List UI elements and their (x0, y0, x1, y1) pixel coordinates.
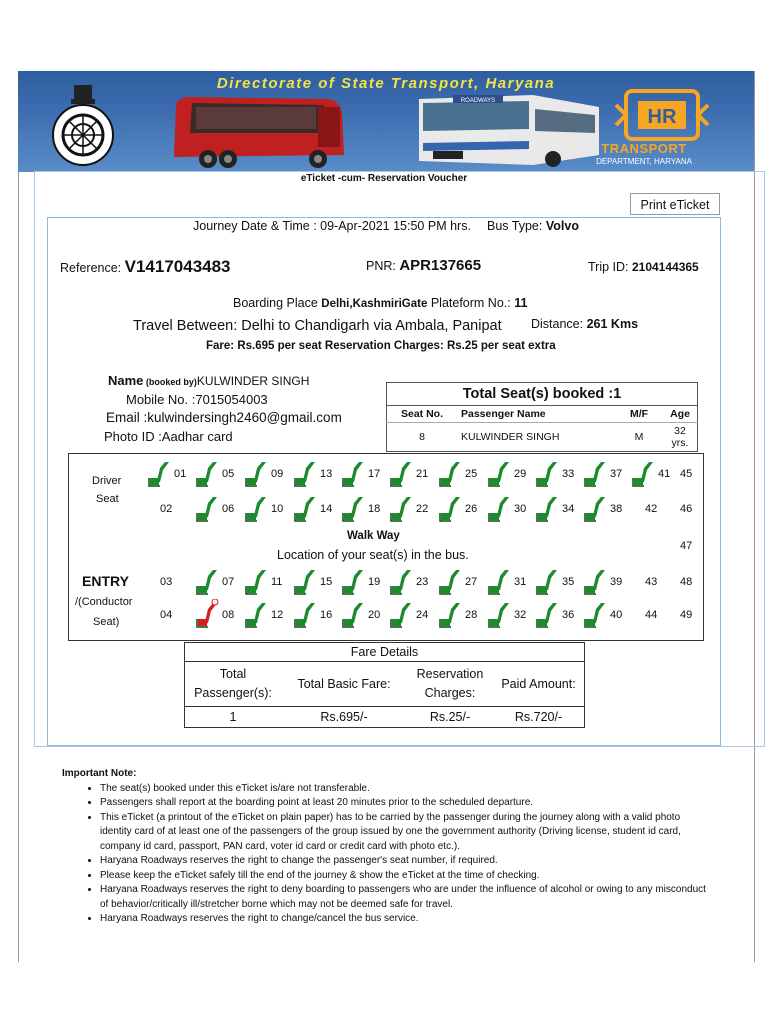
seat-number: 39 (610, 576, 623, 588)
passenger-name: Name (booked by)KULWINDER SINGH (108, 373, 310, 388)
trip-id: Trip ID: 2104144365 (588, 260, 699, 274)
seat-icon (244, 566, 270, 596)
seat-number: 12 (271, 609, 284, 621)
seat-number: 34 (562, 503, 575, 515)
seat-number: 49 (680, 609, 693, 621)
notes-list (62, 782, 712, 927)
seat-icon (195, 566, 221, 596)
seat-icon (535, 493, 561, 523)
seat-icon (583, 458, 609, 488)
seat-number: 30 (514, 503, 527, 515)
seat-number: 17 (368, 468, 381, 480)
table-row: 8 KULWINDER SINGH M 32 yrs. (419, 425, 689, 449)
seat-number: 46 (680, 503, 693, 515)
walkway-label: Walk Way (347, 530, 400, 542)
seat-icon (487, 566, 513, 596)
seats-booked-title: Total Seat(s) booked :1 (387, 383, 698, 406)
driver-seat-label: Seat (96, 493, 119, 505)
seat-icon (341, 493, 367, 523)
conductor-label: /(Conductor (75, 596, 133, 608)
note-item: • Haryana Roadways reserves the right to change/cancel the bus service. (100, 912, 712, 927)
seat-icon (244, 599, 270, 629)
roadways-bus-icon (413, 93, 603, 171)
seat-number: 18 (368, 503, 381, 515)
seat-icon (341, 599, 367, 629)
seat-number: 47 (680, 540, 693, 552)
seat-layout-panel (68, 453, 704, 641)
seat-number: 14 (320, 503, 333, 515)
note-item: • Please keep the eTicket safely till the end of the journey & show the eTicket at the time of checking. (100, 869, 712, 884)
seat-location-note: Location of your seat(s) in the bus. (277, 548, 469, 562)
seat-number: 11 (271, 576, 283, 588)
col-reservation-charges: Reservation Charges: (416, 667, 484, 700)
seat-icon (535, 458, 561, 488)
seat-number: 16 (320, 609, 333, 621)
seat-icon (487, 458, 513, 488)
seat-number: 01 (174, 468, 187, 480)
seat-number: 37 (610, 468, 623, 480)
seat-number: 20 (368, 609, 381, 621)
note-item: • The seat(s) booked under this eTicket is/are not transferable. (100, 782, 712, 797)
seat-icon (487, 493, 513, 523)
seat-icon (438, 458, 464, 488)
seat-number: 27 (465, 576, 478, 588)
logo-text-transport: TRANSPORT (601, 141, 687, 156)
booked-seat-icon (195, 599, 221, 629)
seat-icon (438, 599, 464, 629)
seat-icon (195, 493, 221, 523)
seat-icon (487, 599, 513, 629)
seat-number: 21 (416, 468, 429, 480)
note-item: • Haryana Roadways reserves the right to change the passenger's seat number, if required. (100, 854, 712, 869)
seat-number: 02 (160, 503, 173, 515)
seat-number: 45 (680, 468, 693, 480)
seat-number: 15 (320, 576, 333, 588)
seat-icon (438, 493, 464, 523)
col-age: Age (670, 408, 690, 420)
seat-icon (341, 566, 367, 596)
seat-number: 33 (562, 468, 575, 480)
seat-number: 38 (610, 503, 623, 515)
distance: Distance: 261 Kms (531, 317, 639, 331)
col-passenger-name: Passenger Name (461, 408, 546, 420)
col-paid-amount: Paid Amount: (501, 677, 576, 691)
seat-icon (244, 493, 270, 523)
seat-number: 36 (562, 609, 575, 621)
passenger-mobile: Mobile No. :7015054003 (126, 392, 268, 407)
seat-number: 48 (680, 576, 693, 588)
seat-icon (389, 458, 415, 488)
seat-number: 10 (271, 503, 284, 515)
seat-icon (389, 493, 415, 523)
svg-text:ROADWAYS: ROADWAYS (460, 98, 496, 104)
bus-type: Bus Type: Volvo (487, 219, 579, 233)
col-seat-no: Seat No. (400, 408, 443, 420)
seat-icon (631, 458, 657, 488)
seat-icon (195, 458, 221, 488)
haryana-emblem-icon (44, 83, 122, 169)
seat-number: 29 (514, 468, 527, 480)
col-gender: M/F (629, 408, 649, 420)
journey-datetime: Journey Date & Time : 09-Apr-2021 15:50 PM hrs. (193, 219, 471, 233)
seat-number: 41 (658, 468, 671, 480)
conductor-seat-label: Seat) (93, 616, 120, 628)
seat-number: 32 (514, 609, 527, 621)
voucher-title: eTicket -cum- Reservation Voucher (300, 173, 468, 184)
seat-number: 13 (320, 468, 333, 480)
boarding-place: Boarding Place Delhi,KashmiriGate Plateform No.: 11 (233, 296, 528, 310)
svg-text:HR: HR (647, 106, 677, 128)
seat-icon (389, 566, 415, 596)
seat-number: 43 (645, 576, 658, 588)
seat-icon (244, 458, 270, 488)
seat-number: 07 (222, 576, 235, 588)
route: Travel Between: Delhi to Chandigarh via Ambala, Panipat (133, 318, 502, 334)
seat-icon (389, 599, 415, 629)
notes-title: Important Note: (62, 768, 137, 779)
seat-icon (341, 458, 367, 488)
seat-number: 26 (465, 503, 478, 515)
pnr: PNR: APR137665 (366, 257, 482, 274)
seat-number: 19 (368, 576, 381, 588)
seat-icon (293, 493, 319, 523)
seat-number: 23 (416, 576, 429, 588)
seat-icon (438, 566, 464, 596)
seat-number: 06 (222, 503, 235, 515)
seat-number: 25 (465, 468, 478, 480)
seat-icon (535, 566, 561, 596)
seat-icon (583, 599, 609, 629)
seat-number: 03 (160, 576, 173, 588)
passenger-photo-id: Photo ID :Aadhar card (104, 429, 233, 444)
col-total-basic-fare: Total Basic Fare: (297, 677, 391, 691)
seat-icon (583, 493, 609, 523)
seat-icon (293, 599, 319, 629)
seat-number: 22 (416, 503, 429, 515)
seats-booked-table (386, 382, 698, 452)
seat-number: 40 (610, 609, 623, 621)
header-banner (18, 71, 754, 172)
note-item: • Passengers shall report at the boarding point at least 20 minutes prior to the scheduled departure. (100, 796, 712, 811)
fare-line: Fare: Rs.695 per seat Reservation Charges: Rs.25 per seat extra (206, 340, 556, 352)
seat-icon (535, 599, 561, 629)
seat-number: 44 (645, 609, 658, 621)
seat-number: 24 (416, 609, 429, 621)
entry-label: ENTRY (82, 573, 129, 589)
fare-details-title: Fare Details (185, 643, 585, 662)
seat-number: 28 (465, 609, 478, 621)
seat-number: 35 (562, 576, 575, 588)
red-bus-icon (168, 93, 348, 171)
header-title: Directorate of State Transport, Haryana (216, 75, 556, 92)
important-notes (62, 767, 712, 927)
driver-label: Driver (92, 475, 122, 487)
seat-number: 05 (222, 468, 235, 480)
seat-number: 09 (271, 468, 284, 480)
note-item: • Haryana Roadways reserves the right to deny boarding to passengers who are under the influence of alcohol or owing to any misconduct of behavior/critically ill/stretcher borne which may not be deemed safe for travel. (100, 883, 712, 912)
seat-number: 04 (160, 609, 173, 621)
note-item: • This eTicket (a printout of the eTicket on plain paper) has to be carried by the passenger during the journey along with a valid photo identity card of at least one of the passengers of the group issued by one the government authority (Driving license, student id card, company id card, passport, PAN card, voter id card or credit card with photo etc.). (100, 811, 712, 855)
seat-icon (293, 566, 319, 596)
reference: Reference: V1417043483 (60, 257, 231, 276)
col-total-passengers: Total Passenger(s): (194, 667, 272, 700)
seat-number: 42 (645, 503, 658, 515)
seat-icon (293, 458, 319, 488)
seat-number: 08 (222, 609, 235, 621)
fare-details-table (184, 642, 585, 728)
seat-number: 31 (514, 576, 527, 588)
seat-icon (147, 458, 173, 488)
table-row: 1 Rs.695/- Rs.25/- Rs.720/- (229, 710, 563, 724)
logo-text-department: DEPARTMENT, HARYANA (596, 157, 692, 166)
print-eticket-button[interactable]: Print eTicket (630, 193, 720, 215)
seat-icon (583, 566, 609, 596)
passenger-email: Email :kulwindersingh2460@gmail.com (106, 410, 342, 425)
